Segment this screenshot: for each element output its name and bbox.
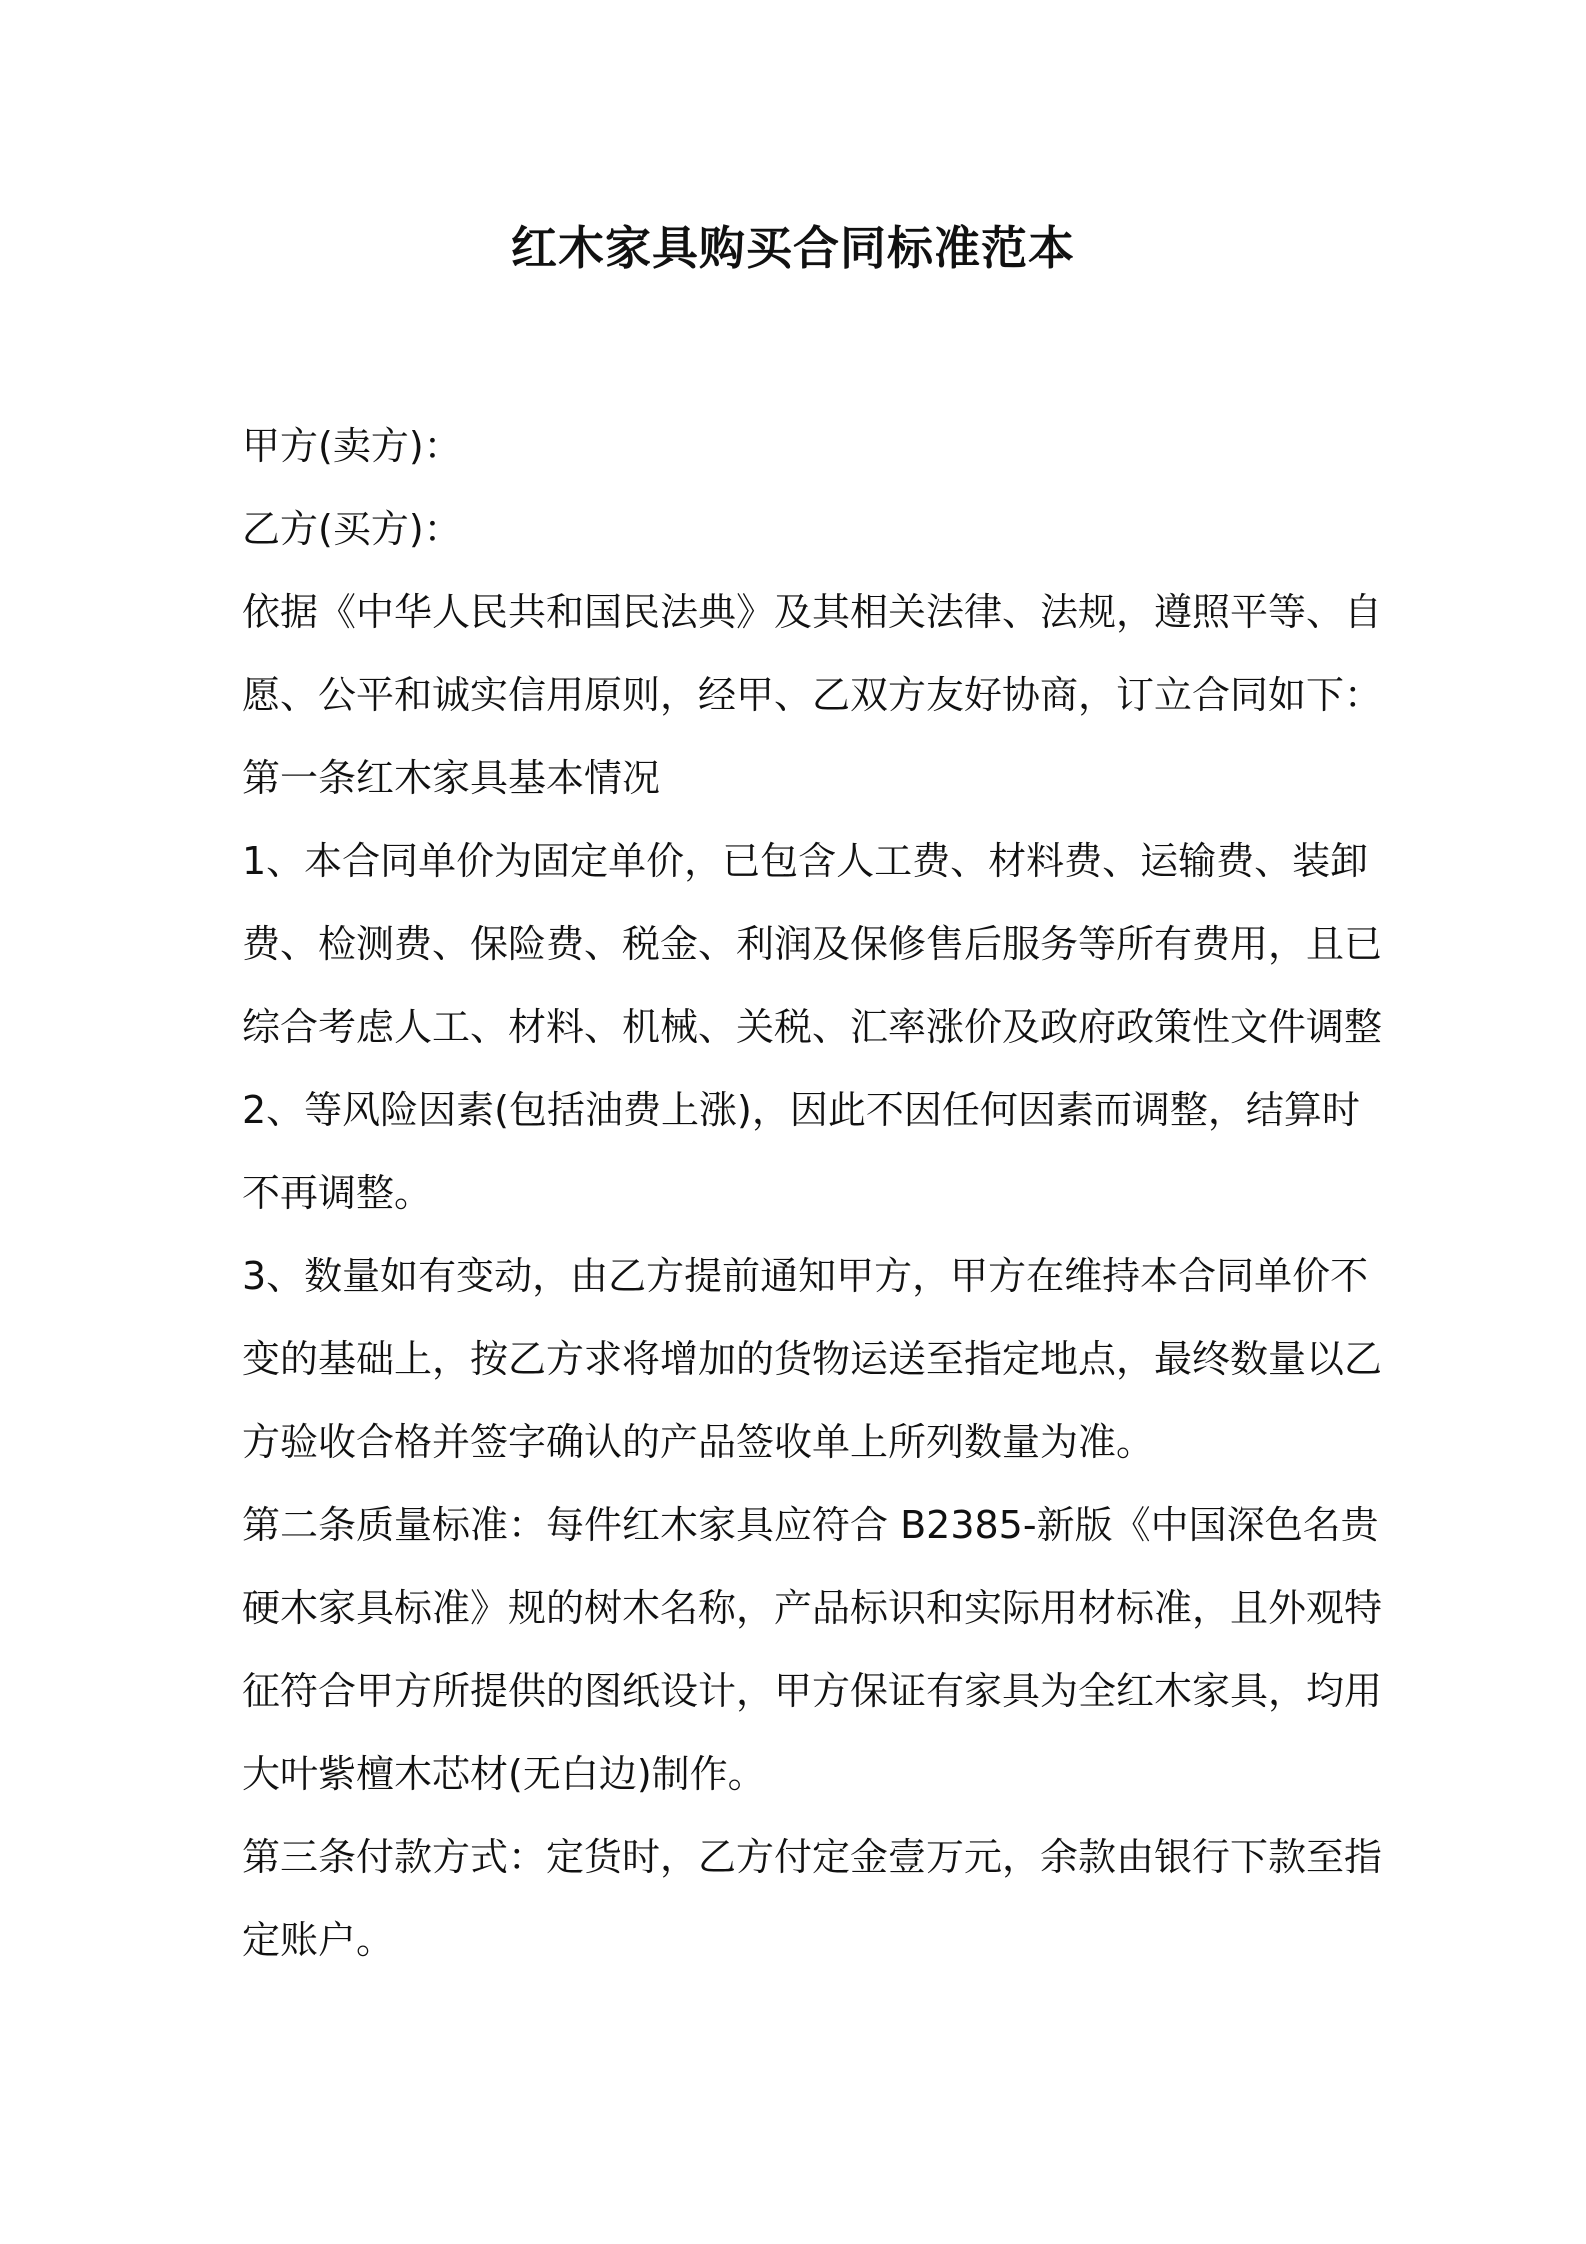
article-1-text-line: 2、等风险因素(包括油费上涨)，因此不因任何因素而调整，结算时 — [242, 1088, 1360, 1132]
article-1-text-line: 3、数量如有变动，由乙方提前通知甲方，甲方在维持本合同单价不 — [242, 1254, 1369, 1298]
article-2-text-line: 第二条质量标准：每件红木家具应符合 B2385-新版《中国深色名贵 — [242, 1503, 1379, 1547]
article-1-text-line: 变的基础上，按乙方求将增加的货物运送至指定地点，最终数量以乙 — [242, 1337, 1383, 1381]
preamble-line: 愿、公平和诚实信用原则，经甲、乙双方友好协商，订立合同如下： — [242, 673, 1383, 717]
article-1-text-line: 综合考虑人工、材料、机械、关税、汇率涨价及政府政策性文件调整 — [242, 1005, 1383, 1049]
article-1-heading: 第一条红木家具基本情况 — [242, 756, 661, 800]
article-2-text-line: 征符合甲方所提供的图纸设计，甲方保证有家具为全红木家具，均用 — [242, 1669, 1383, 1713]
preamble-line: 依据《中华人民共和国民法典》及其相关法律、法规，遵照平等、自 — [242, 590, 1383, 634]
article-2-text-line: 硬木家具标准》规的树木名称，产品标识和实际用材标准，且外观特 — [242, 1586, 1383, 1630]
article-1-text-line: 费、检测费、保险费、税金、利润及保修售后服务等所有费用，且已 — [242, 922, 1383, 966]
document-title: 红木家具购买合同标准范本 — [511, 221, 1075, 275]
article-1-text-line: 1、本合同单价为固定单价，已包含人工费、材料费、运输费、装卸 — [242, 839, 1369, 883]
party-b-line: 乙方(买方)： — [242, 507, 462, 551]
party-a-line: 甲方(卖方)： — [242, 424, 462, 468]
article-1-text-line: 不再调整。 — [242, 1171, 433, 1215]
document-body — [242, 405, 1383, 1982]
article-3-text-line: 第三条付款方式：定货时，乙方付定金壹万元，余款由银行下款至指 — [242, 1835, 1383, 1879]
article-1-text-line: 方验收合格并签字确认的产品签收单上所列数量为准。 — [242, 1420, 1155, 1464]
article-3-text-line: 定账户。 — [242, 1918, 395, 1962]
article-2-text-line: 大叶紫檀木芯材(无白边)制作。 — [242, 1752, 766, 1796]
